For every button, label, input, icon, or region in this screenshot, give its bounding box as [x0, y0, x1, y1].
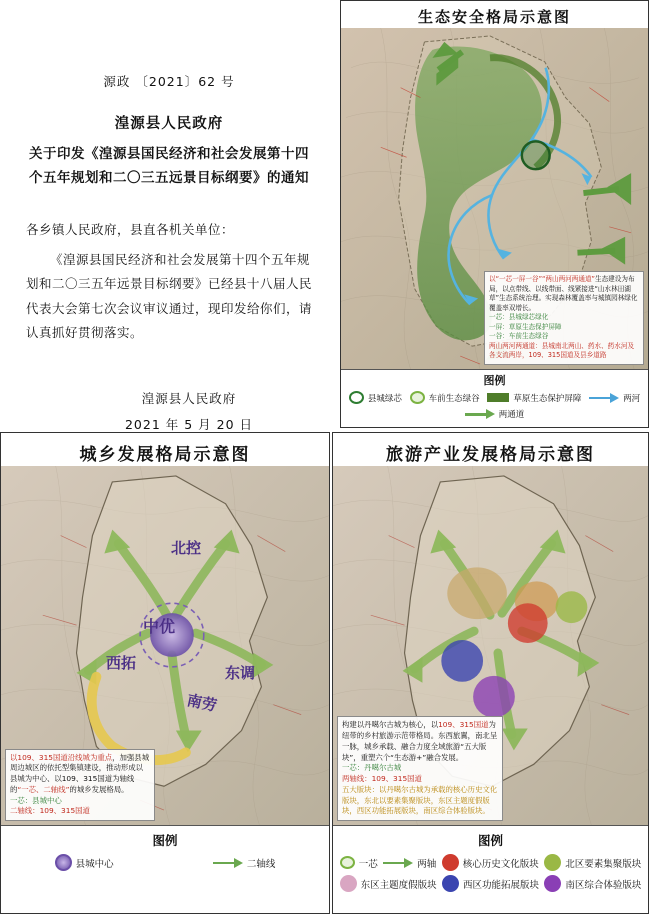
legend-item [410, 391, 480, 404]
legend-item [340, 875, 437, 892]
urban-legend-items [1, 852, 329, 873]
legend-label: 北区要素集聚版块 [565, 858, 642, 870]
document-signature [0, 386, 338, 439]
core-ring-icon [340, 856, 355, 869]
legend-item [544, 854, 641, 871]
eco-map-canvas [341, 28, 648, 369]
legend-item [465, 408, 525, 420]
legend-label: 二轴线 [246, 858, 276, 870]
legend-label: 草原生态保护屏障 [513, 393, 582, 404]
green-valley-ring-icon [410, 391, 425, 404]
east-resort-block-dot-icon [340, 875, 357, 892]
legend-label: 西区功能拓展版块 [462, 879, 539, 891]
signature-date: 2021 年 5 月 20 日 [124, 416, 254, 432]
government-notice-document [0, 0, 338, 430]
eco-map-note: 以“一芯一屏一谷”“两山两河两通道”生态建设为布局，以点带线、以线带面、线紧接进“山水林田湖草”生态系统治理。实现森林覆盖率与城镇园林绿化覆盖率双增长。 一芯：县城绿芯绿化 一屏：草原生态保护屏障 一谷：车前生态绿谷 两山两河两通道：县城南北两山、药水、药水河及各支流两岸，109、315国道及县乡道路 [484, 271, 644, 365]
issuing-organization: 湟源县人民政府 [114, 115, 224, 132]
legend-item [487, 392, 581, 404]
tourism-legend-items [333, 852, 648, 894]
label-west-expand: 西拓 [106, 654, 137, 672]
urban-map-canvas [1, 466, 329, 825]
south-experience-block-dot-icon [544, 875, 561, 892]
legend-label: 一芯 [358, 858, 378, 870]
urban-map-title: 城乡发展格局示意图 [1, 433, 329, 474]
tourism-map-canvas [333, 466, 648, 825]
eco-legend-items [341, 389, 648, 422]
legend-item [442, 875, 539, 892]
legend-label: 车前生态绿谷 [428, 393, 480, 404]
west-function-block-dot-icon [442, 875, 459, 892]
axis-arrow-icon [383, 858, 413, 868]
label-north-control: 北控 [171, 539, 202, 557]
legend-item [349, 391, 402, 404]
legend-label: 两河 [623, 393, 641, 404]
legend-label: 东区主题度假版块 [360, 879, 437, 891]
tourism-map-panel [332, 432, 649, 914]
legend-label: 县城中心 [75, 858, 114, 870]
core-culture-block-dot-icon [442, 854, 459, 871]
tourism-map-title: 旅游产业发展格局示意图 [333, 433, 648, 474]
label-south-labor: 南劳 [185, 691, 219, 715]
eco-map-title: 生态安全格局示意图 [341, 1, 648, 34]
legend-label: 南区综合体验版块 [565, 879, 642, 891]
document-subject: 关于印发《湟源县国民经济和社会发展第十四个五年规划和二〇三五远景目标纲要》的通知 [29, 146, 309, 186]
label-east-adjust: 东调 [225, 664, 256, 682]
county-center-dot-icon [55, 854, 72, 871]
urban-rural-map-panel [0, 432, 330, 914]
urban-map-note: 以109、315国道沿线城为重点，加强县城周边城区的依托型集镇建设，推动形成以县城为中心、以109、315国道为轴线的“一芯、二轴线”的城乡发展格局。 一芯：县城中心 二轴线：109、315国道 [5, 749, 155, 821]
north-cluster-block-dot-icon [544, 854, 561, 871]
axis-arrow-icon [213, 858, 243, 868]
eco-map-legend [341, 369, 648, 427]
river-arrow-icon [589, 393, 619, 403]
signature-organization: 湟源县人民政府 [141, 390, 237, 406]
legend-item [213, 856, 276, 870]
corridor-arrow-icon [465, 409, 495, 419]
label-center-optimize: 中优 [143, 617, 176, 636]
green-core-ring-icon [349, 391, 364, 404]
tourism-map-note: 构建以丹噶尔古城为核心，以109、315国道为纽带的乡村旅游示范带格局。东西旅翼，南北呈一脉，城乡承载、融合力度全域旅游“五大版块”，重塑六个“生态游+”融合发展。 一芯：丹噶尔古城 两轴线：109、315国道 五大版块：以丹噶尔古城为承载的核心历史文化版块，东北以要素集聚版块，东区主题度假版块，西区功能拓展版块，南区综合体验版块。 [337, 716, 503, 821]
legend-item [340, 856, 378, 870]
eco-security-map-panel [340, 0, 649, 428]
legend-label: 核心历史文化版块 [462, 858, 539, 870]
document-number: 源政 〔2021〕62 号 [103, 74, 235, 89]
legend-item [442, 854, 539, 871]
urban-map-legend [1, 825, 329, 913]
legend-label: 两轴 [417, 858, 437, 870]
urban-legend-title: 图例 [152, 833, 178, 848]
legend-item [55, 854, 114, 871]
legend-label: 两通道 [498, 410, 525, 420]
document-body: 《湟源县国民经济和社会发展第十四个五年规划和二〇三五年远景目标纲要》已经县十八届人民代表大会第七次会议审议通过，现印发给你们，请认真抓好贯彻落实。 [26, 252, 313, 341]
tourism-map-legend [333, 825, 648, 913]
legend-item [383, 856, 436, 870]
legend-label: 县城绿芯 [367, 393, 402, 404]
grassland-barrier-swatch-icon [487, 393, 509, 402]
tourism-legend-title: 图例 [477, 833, 503, 848]
legend-item [544, 875, 641, 892]
document-addressee: 各乡镇人民政府，县直各机关单位： [26, 222, 235, 238]
eco-legend-title: 图例 [483, 374, 506, 387]
legend-item [589, 392, 640, 404]
